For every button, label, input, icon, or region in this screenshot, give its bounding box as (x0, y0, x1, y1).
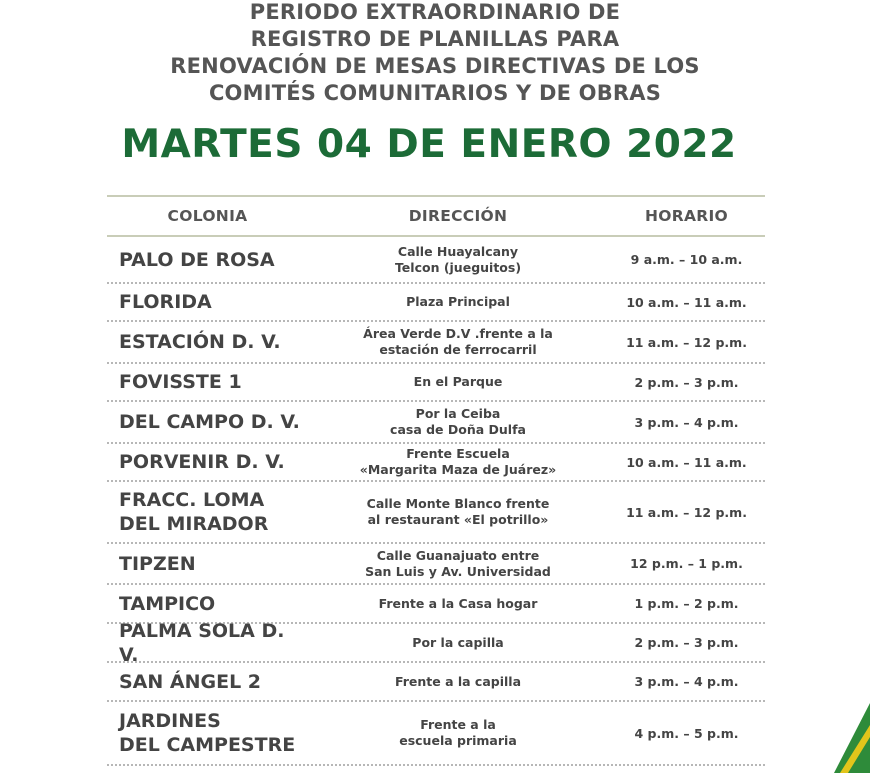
colonia-cell: FRACC. LOMA DEL MIRADOR (119, 489, 269, 535)
table-row (107, 482, 765, 544)
direccion-cell: Calle Monte Blanco frente al restaurant «El potrillo» (366, 496, 550, 527)
direccion-cell: Por la capilla (412, 634, 504, 650)
horario-cell: 2 p.m. – 3 p.m. (634, 374, 739, 390)
direccion-cell: Frente a la Casa hogar (378, 595, 538, 611)
horario-cell: 3 p.m. – 4 p.m. (634, 674, 739, 689)
table-row (107, 544, 765, 585)
corner-stripes-decoration (830, 703, 870, 773)
table-row (107, 619, 765, 666)
colonia-cell: TAMPICO (119, 592, 216, 615)
table-row (107, 364, 765, 402)
table-row (107, 402, 765, 444)
colonia-cell: DEL CAMPO D. V. (119, 411, 300, 433)
colonia-cell: ESTACIÓN D. V. (119, 331, 281, 353)
column-header-direccion: DIRECCIÓN (408, 207, 508, 225)
direccion-cell: Frente Escuela «Margarita Maza de Juárez» (359, 446, 557, 477)
direccion-cell: Calle Guanajuato entre San Luis y Av. Universidad (365, 547, 551, 579)
table-row (107, 322, 765, 364)
direccion-cell: Área Verde D.V .frente a la estación de ferrocarril (363, 326, 553, 357)
colonia-cell: JARDINES DEL CAMPESTRE (119, 710, 296, 756)
colonia-cell: PORVENIR D. V. (119, 451, 285, 473)
horario-cell: 11 a.m. – 12 p.m. (626, 334, 747, 350)
colonia-cell: SAN ÁNGEL 2 (119, 670, 262, 693)
column-header-colonia: COLONIA (167, 207, 248, 225)
horario-cell: 11 a.m. – 12 p.m. (626, 504, 747, 520)
header-line-1: PERIODO EXTRAORDINARIO DE (249, 0, 621, 24)
direccion-cell: Por la Ceiba casa de Doña Dulfa (390, 406, 526, 437)
direccion-cell: Calle Huayalcany Telcon (jueguitos) (394, 243, 522, 275)
schedule-table (107, 195, 765, 766)
header-line-3: RENOVACIÓN DE MESAS DIRECTIVAS DE LOS (170, 54, 700, 78)
colonia-cell: PALMA SOLA D. V. (119, 619, 285, 666)
date-title: MARTES 04 DE ENERO 2022 (121, 122, 737, 167)
horario-cell: 1 p.m. – 2 p.m. (634, 596, 739, 611)
colonia-cell: FLORIDA (119, 291, 212, 313)
horario-cell: 10 a.m. – 11 a.m. (626, 294, 747, 310)
direccion-cell: Frente a la capilla (394, 673, 522, 689)
table-row (107, 444, 765, 482)
announcement-header (0, 0, 870, 107)
horario-cell: 9 a.m. – 10 a.m. (630, 252, 743, 267)
colonia-cell: FOVISSTE 1 (119, 371, 242, 393)
direccion-cell: Frente a la escuela primaria (399, 717, 517, 748)
colonia-cell: PALO DE ROSA (119, 248, 275, 271)
horario-cell: 10 a.m. – 11 a.m. (626, 454, 747, 470)
horario-cell: 12 p.m. – 1 p.m. (630, 556, 743, 571)
direccion-cell: En el Parque (413, 374, 503, 389)
table-header-row (107, 197, 765, 237)
table-row (107, 663, 765, 702)
header-line-2: REGISTRO DE PLANILLAS PARA (250, 27, 620, 51)
colonia-cell: TIPZEN (119, 552, 196, 575)
table-row (107, 702, 765, 766)
horario-cell: 3 p.m. – 4 p.m. (634, 414, 739, 430)
horario-cell: 4 p.m. – 5 p.m. (634, 725, 739, 741)
table-row (107, 284, 765, 322)
horario-cell: 2 p.m. – 3 p.m. (634, 635, 739, 650)
direccion-cell: Plaza Principal (406, 294, 510, 309)
column-header-horario: HORARIO (644, 207, 729, 225)
table-row (107, 237, 765, 284)
header-line-4: COMITÉS COMUNITARIOS Y DE OBRAS (208, 81, 662, 105)
